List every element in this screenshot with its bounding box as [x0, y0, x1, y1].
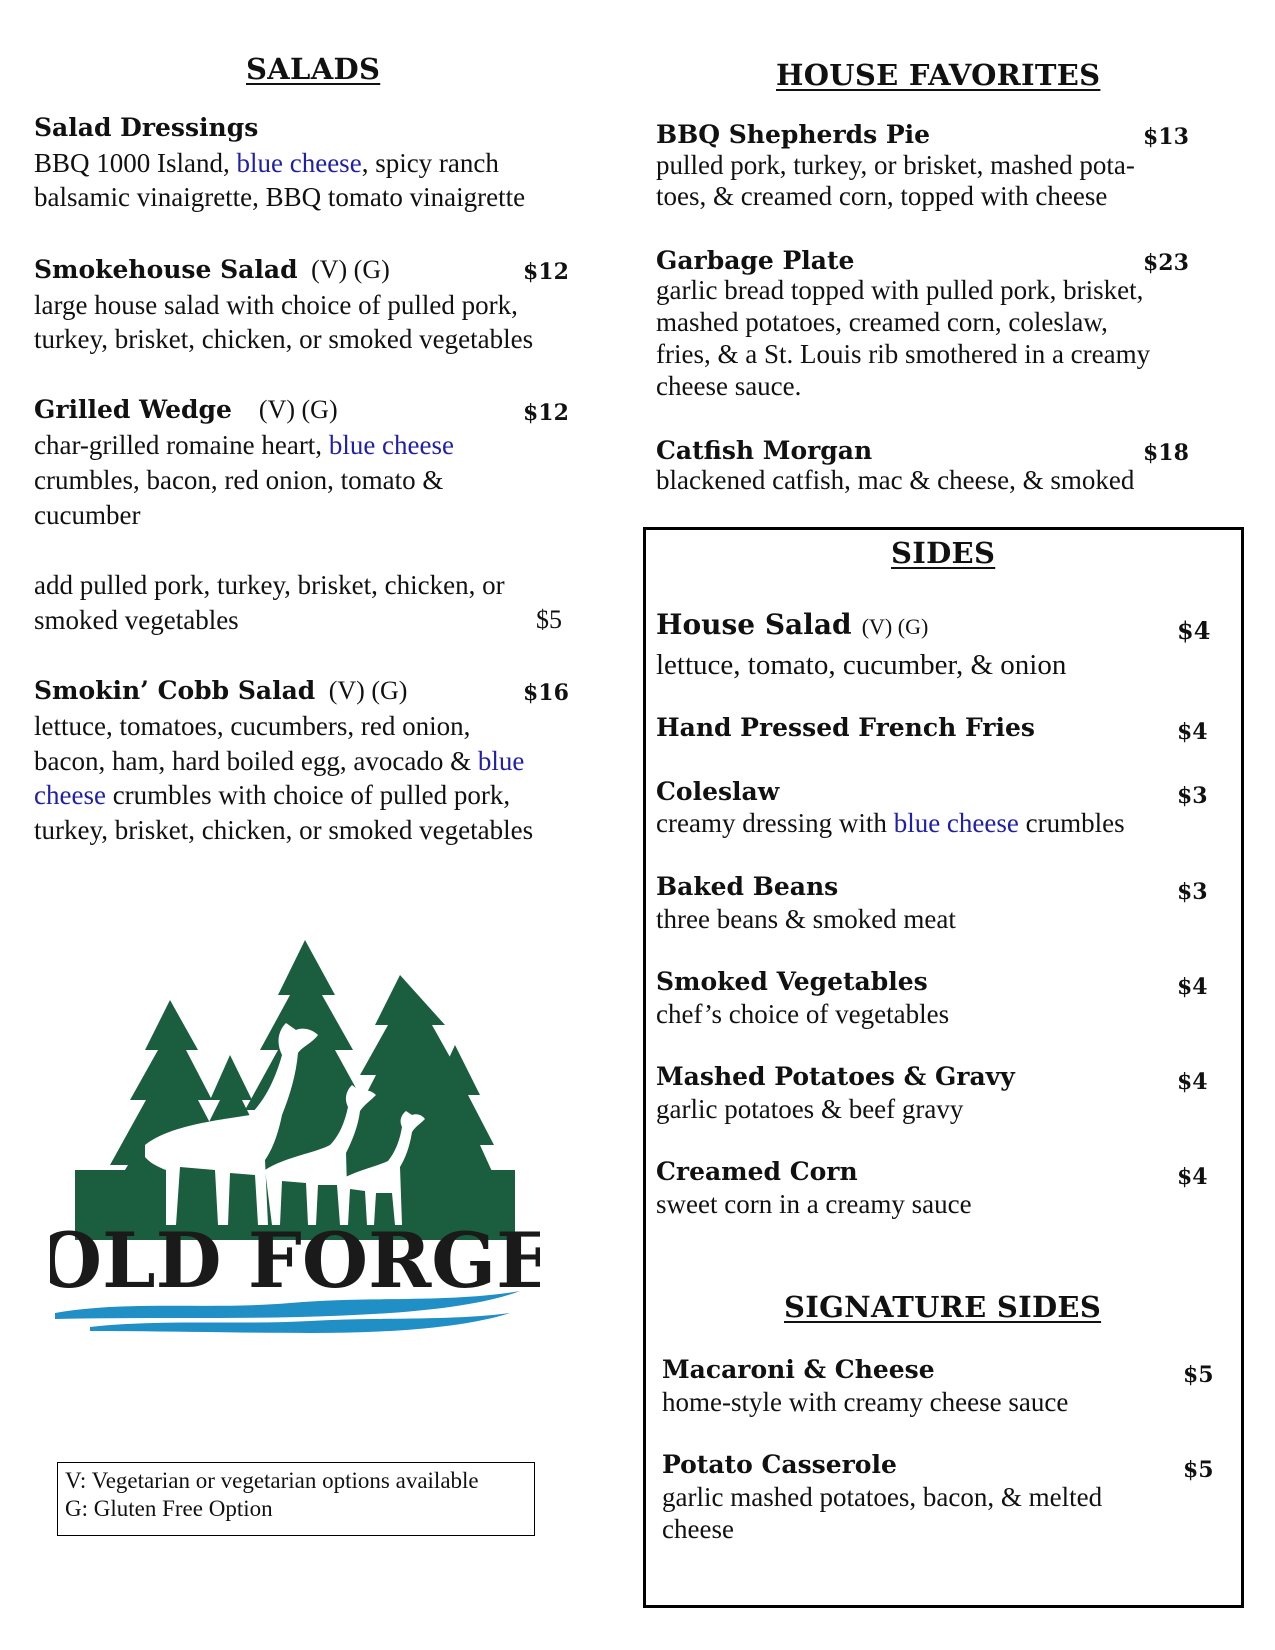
- side-desc: sweet corn in a creamy sauce: [656, 1189, 972, 1219]
- fav-item-line: toes, & creamed corn, topped with cheese: [656, 181, 1108, 211]
- cobb-salad-title: Smokin’ Cobb Salad (V) (G): [34, 676, 408, 705]
- side-coleslaw: Coleslaw: [656, 777, 780, 806]
- blue-cheese-text: blue cheese: [328, 430, 454, 460]
- side-creamed-corn: Creamed Corn: [656, 1157, 858, 1186]
- side-price: $4: [1177, 974, 1208, 1000]
- side-potato-casserole: Potato Casserole: [662, 1450, 897, 1479]
- cobb-line-2: bacon, ham, hard boiled egg, avocado & blue: [34, 746, 525, 776]
- side-desc: chef’s choice of vegetables: [656, 999, 950, 1029]
- cobb-line-4: turkey, brisket, chicken, or smoked vegetables: [34, 815, 534, 845]
- grilled-wedge-title: Grilled Wedge (V) (G): [34, 395, 338, 424]
- dressings-line-2: balsamic vinaigrette, BBQ tomato vinaigrette: [34, 182, 526, 212]
- dressings-line-1: BBQ 1000 Island, blue cheese, spicy ranch: [34, 148, 499, 178]
- cobb-line-1: lettuce, tomatoes, cucumbers, red onion,: [34, 711, 471, 741]
- side-baked-beans: Baked Beans: [656, 872, 839, 901]
- side-price: $4: [1177, 1164, 1208, 1190]
- tree-group: [75, 940, 515, 1240]
- fav-item-line: cheese sauce.: [656, 371, 802, 401]
- grilled-wedge-price: $12: [523, 400, 569, 426]
- side-price: $4: [1177, 1069, 1208, 1095]
- fav-item-line: fries, & a St. Louis rib smothered in a creamy: [656, 339, 1151, 369]
- side-mashed-potatoes: Mashed Potatoes & Gravy: [656, 1062, 1015, 1091]
- blue-cheese-text: blue: [477, 746, 525, 776]
- side-smoked-vegetables: Smoked Vegetables: [656, 967, 928, 996]
- addon-line-2: smoked vegetables: [34, 605, 239, 635]
- wedge-line-1: char-grilled romaine heart, blue cheese: [34, 430, 454, 460]
- smokehouse-line-1: large house salad with choice of pulled pork,: [34, 290, 518, 320]
- addon-price: $5: [536, 605, 562, 634]
- sides-heading: SIDES: [891, 536, 996, 570]
- side-price: $4: [1177, 616, 1211, 645]
- salads-heading: SALADS: [246, 52, 381, 86]
- fav-item-line: pulled pork, turkey, or brisket, mashed pota-: [656, 150, 1135, 180]
- side-price: $3: [1177, 783, 1208, 809]
- smokehouse-salad-price: $12: [523, 259, 569, 285]
- addon-line-1: add pulled pork, turkey, brisket, chicken, or: [34, 570, 505, 600]
- side-desc: cheese: [662, 1514, 734, 1544]
- dressings-title: Salad Dressings: [34, 113, 259, 142]
- side-french-fries: Hand Pressed French Fries: [656, 713, 1035, 742]
- side-price: $5: [1183, 1362, 1214, 1388]
- house-favorites-heading: HOUSE FAVORITES: [776, 58, 1101, 92]
- logo-text: OLD FORGE: [50, 1216, 540, 1305]
- wedge-line-2: crumbles, bacon, red onion, tomato &: [34, 465, 444, 495]
- legend-vegetarian: V: Vegetarian or vegetarian options available: [65, 1468, 479, 1493]
- fav-item-line: mashed potatoes, creamed corn, coleslaw,: [656, 307, 1108, 337]
- blue-cheese-text: blue cheese: [236, 148, 362, 178]
- fav-item-name: BBQ Shepherds Pie: [656, 120, 931, 149]
- cobb-salad-price: $16: [523, 680, 569, 706]
- fav-item-price: $13: [1143, 124, 1189, 150]
- cobb-line-3: cheese crumbles with choice of pulled pork,: [34, 780, 511, 810]
- blue-cheese-text: blue cheese: [893, 808, 1019, 838]
- fav-item-price: $18: [1143, 440, 1189, 466]
- old-forge-logo: [50, 935, 540, 1355]
- side-desc: lettuce, tomato, cucumber, & onion: [656, 649, 1067, 681]
- side-macaroni-cheese: Macaroni & Cheese: [662, 1355, 935, 1384]
- signature-sides-heading: SIGNATURE SIDES: [784, 1290, 1102, 1324]
- side-price: $5: [1183, 1457, 1214, 1483]
- fav-item-name: Garbage Plate: [656, 246, 855, 275]
- side-price: $4: [1177, 719, 1208, 745]
- fav-item-line: blackened catfish, mac & cheese, & smoked: [656, 465, 1135, 495]
- smokehouse-line-2: turkey, brisket, chicken, or smoked vegetables: [34, 324, 534, 354]
- smokehouse-salad-title: Smokehouse Salad (V) (G): [34, 255, 390, 284]
- fav-item-price: $23: [1143, 250, 1189, 276]
- side-desc: garlic mashed potatoes, bacon, & melted: [662, 1482, 1103, 1512]
- blue-cheese-text: cheese: [34, 780, 106, 810]
- side-desc: three beans & smoked meat: [656, 904, 956, 934]
- legend-gluten-free: G: Gluten Free Option: [65, 1496, 273, 1521]
- side-desc: garlic potatoes & beef gravy: [656, 1094, 964, 1124]
- fav-item-line: garlic bread topped with pulled pork, brisket,: [656, 275, 1144, 305]
- wedge-line-3: cucumber: [34, 500, 141, 530]
- side-desc: home-style with creamy cheese sauce: [662, 1387, 1069, 1417]
- trees-deer-logo-icon: [50, 935, 540, 1355]
- fav-item-name: Catfish Morgan: [656, 436, 873, 465]
- side-house-salad: House Salad (V) (G): [656, 608, 929, 641]
- side-price: $3: [1177, 879, 1208, 905]
- side-desc: creamy dressing with blue cheese crumbles: [656, 808, 1125, 838]
- legend-box: [57, 1462, 535, 1536]
